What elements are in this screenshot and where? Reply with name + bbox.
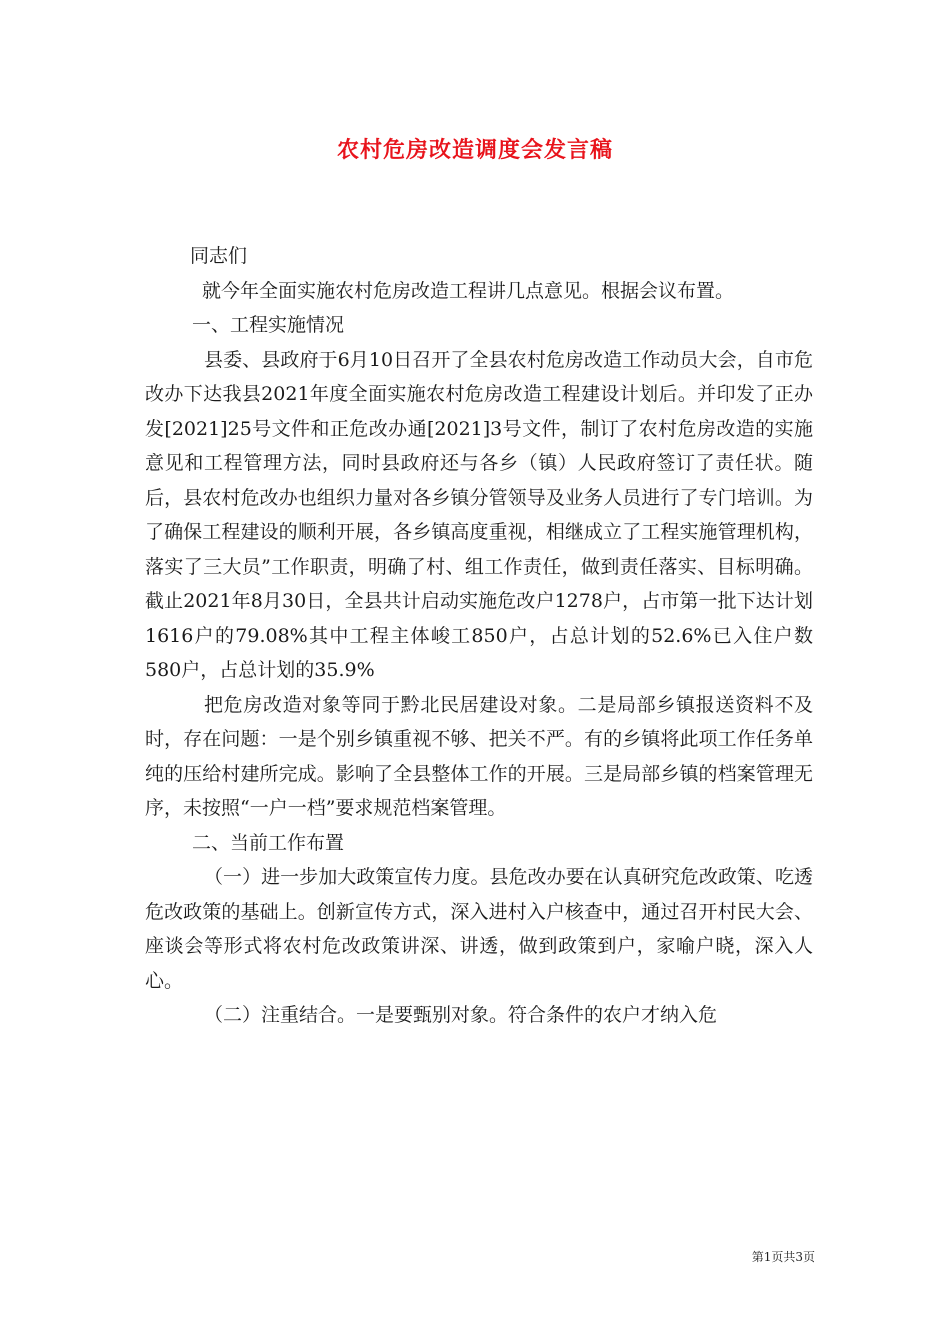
section-heading-1: 一、工程实施情况 — [192, 314, 345, 336]
section-heading-2: 二、当前工作布置 — [192, 831, 345, 854]
document-title: 农村危房改造调度会发言稿 — [336, 137, 613, 163]
paragraph-intro: 就今年全面实施农村危房改造工程讲几点意见。根据会议布置。 — [202, 279, 735, 302]
paragraph-policy-publicity: （一）进一步加大政策宣传力度。县危改办要在认真研究危改政策、吃透危改政策的基础上。创新宣传方式，深入进村入户核查中，通过召开村民大会、座谈会等形式将农村危改政策讲深、讲透，做到政策到户，家喻户晓，深入人心。 — [145, 866, 813, 992]
greeting: 同志们 — [190, 245, 248, 267]
document-body — [145, 239, 813, 1033]
page-number: 第1页共3页 — [751, 1250, 815, 1264]
paragraph-implementation: 县委、县政府于6月10日召开了全县农村危房改造工作动员大会，自市危改办下达我县2021年度全面实施农村危房改造工程建设计划后。并印发了正办发[2021]25号文件和正危改办通[2021]3号文件，制订了农村危房改造的实施意见和工程管理方法，同时县政府还与各乡（镇）人民政府签订了责任状。随后，县农村危改办也组织力量对各乡镇分管领导及业务人员进行了专门培训。为了确保工程建设的顺利开展，各乡镇高度重视，相继成立了工程实施管理机构，落实了三大员”工作职责，明确了村、组工作责任，做到责任落实、目标明确。截止2021年8月30日，全县共计启动实施危改户1278户，占市第一批下达计划1616户的79.08%其中工程主体峻工850户，占总计划的52.6%已入住户数580户，占总计划的35.9% — [145, 348, 813, 681]
paragraph-combination: （二）注重结合。一是要甄别对象。符合条件的农户才纳入危 — [204, 1004, 718, 1026]
paragraph-problems: 把危房改造对象等同于黔北民居建设对象。二是局部乡镇报送资料不及时，存在问题：一是个别乡镇重视不够、把关不严。有的乡镇将此项工作任务单纯的压给村建所完成。影响了全县整体工作的开展。三是局部乡镇的档案管理无序，未按照“一户一档”要求规范档案管理。 — [145, 693, 813, 819]
